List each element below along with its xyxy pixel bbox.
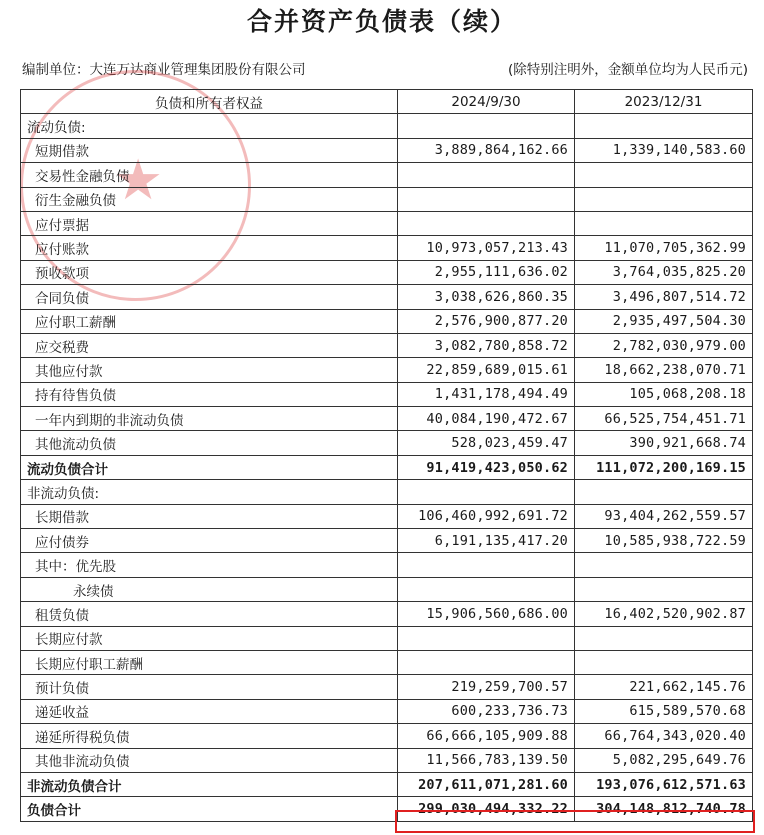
row-label: 一年内到期的非流动负债: [21, 407, 398, 431]
header-date-2024: 2024/9/30: [398, 90, 575, 114]
value-2024: [398, 163, 575, 187]
value-2023: 1,339,140,583.60: [575, 138, 753, 162]
value-2024: [398, 114, 575, 138]
value-2024: [398, 187, 575, 211]
row-label: 预收款项: [21, 260, 398, 284]
value-2024: 106,460,992,691.72: [398, 504, 575, 528]
value-2023: 2,782,030,979.00: [575, 333, 753, 357]
row-label: 衍生金融负债: [21, 187, 398, 211]
value-2023: 2,935,497,504.30: [575, 309, 753, 333]
row-label: 长期应付款: [21, 626, 398, 650]
table-row: [21, 187, 753, 211]
table-row: [21, 553, 753, 577]
value-2024: 11,566,783,139.50: [398, 748, 575, 772]
value-2023: 5,082,295,649.76: [575, 748, 753, 772]
value-2023: 304,148,812,740.78: [575, 797, 753, 821]
table-row: [21, 236, 753, 260]
value-2024: 40,084,190,472.67: [398, 407, 575, 431]
table-row: [21, 577, 753, 601]
value-2023: [575, 187, 753, 211]
table-row: [21, 504, 753, 528]
row-label: 应付票据: [21, 211, 398, 235]
value-2024: 3,889,864,162.66: [398, 138, 575, 162]
value-2024: 6,191,135,417.20: [398, 529, 575, 553]
row-label: 流动负债合计: [21, 455, 398, 479]
value-2023: 10,585,938,722.59: [575, 529, 753, 553]
table-row: [21, 797, 753, 821]
table-row: [21, 138, 753, 162]
table-row: [21, 772, 753, 796]
value-2024: 3,038,626,860.35: [398, 285, 575, 309]
company-label: 编制单位：大连万达商业管理集团股份有限公司: [22, 62, 306, 78]
row-label: 租赁负债: [21, 602, 398, 626]
value-2024: [398, 650, 575, 674]
table-row: [21, 407, 753, 431]
row-label: 其他流动负债: [21, 431, 398, 455]
table-row: [21, 480, 753, 504]
header-item: 负债和所有者权益: [21, 90, 398, 114]
row-label: 合同负债: [21, 285, 398, 309]
row-label: 其他非流动负债: [21, 748, 398, 772]
table-row: [21, 211, 753, 235]
table-row: [21, 602, 753, 626]
value-2024: 1,431,178,494.49: [398, 382, 575, 406]
value-2024: 299,030,494,332.22: [398, 797, 575, 821]
table-row: [21, 114, 753, 138]
row-label: 其中：优先股: [21, 553, 398, 577]
table-header-row: [21, 90, 753, 114]
value-2023: [575, 650, 753, 674]
value-2023: 390,921,668.74: [575, 431, 753, 455]
value-2023: 221,662,145.76: [575, 675, 753, 699]
value-2024: 15,906,560,686.00: [398, 602, 575, 626]
value-2024: 2,576,900,877.20: [398, 309, 575, 333]
value-2023: 66,525,754,451.71: [575, 407, 753, 431]
value-2023: 18,662,238,070.71: [575, 358, 753, 382]
value-2024: 22,859,689,015.61: [398, 358, 575, 382]
row-label: 非流动负债:: [21, 480, 398, 504]
value-2024: 3,082,780,858.72: [398, 333, 575, 357]
row-label: 非流动负债合计: [21, 772, 398, 796]
value-2023: [575, 211, 753, 235]
value-2024: 600,233,736.73: [398, 699, 575, 723]
row-label: 递延所得税负债: [21, 724, 398, 748]
table-row: [21, 285, 753, 309]
table-row: [21, 309, 753, 333]
table-row: [21, 260, 753, 284]
value-2024: 207,611,071,281.60: [398, 772, 575, 796]
value-2023: 615,589,570.68: [575, 699, 753, 723]
value-2024: [398, 480, 575, 504]
value-2024: [398, 626, 575, 650]
row-label: 应交税费: [21, 333, 398, 357]
value-2023: 93,404,262,559.57: [575, 504, 753, 528]
row-label: 交易性金融负债: [21, 163, 398, 187]
value-2024: 2,955,111,636.02: [398, 260, 575, 284]
value-2024: [398, 577, 575, 601]
value-2023: 3,764,035,825.20: [575, 260, 753, 284]
row-label: 应付账款: [21, 236, 398, 260]
value-2023: 105,068,208.18: [575, 382, 753, 406]
table-row: [21, 333, 753, 357]
row-label: 其他应付款: [21, 358, 398, 382]
value-2023: [575, 114, 753, 138]
table-row: [21, 675, 753, 699]
table-row: [21, 699, 753, 723]
header-date-2023: 2023/12/31: [575, 90, 753, 114]
seal-star-icon: ★: [113, 148, 164, 213]
value-2023: 66,764,343,020.40: [575, 724, 753, 748]
table-row: [21, 626, 753, 650]
value-2023: [575, 577, 753, 601]
row-label: 应付债券: [21, 529, 398, 553]
unit-note: (除特别注明外，金额单位均为人民币元): [507, 62, 748, 78]
table-row: [21, 748, 753, 772]
value-2023: 16,402,520,902.87: [575, 602, 753, 626]
balance-sheet-table: [20, 89, 753, 822]
table-row: [21, 358, 753, 382]
table-row: [21, 455, 753, 479]
row-label: 长期借款: [21, 504, 398, 528]
row-label: 递延收益: [21, 699, 398, 723]
value-2024: 528,023,459.47: [398, 431, 575, 455]
value-2023: 3,496,807,514.72: [575, 285, 753, 309]
table-row: [21, 382, 753, 406]
row-label: 应付职工薪酬: [21, 309, 398, 333]
value-2023: [575, 163, 753, 187]
value-2024: 66,666,105,909.88: [398, 724, 575, 748]
table-row: [21, 724, 753, 748]
value-2023: [575, 626, 753, 650]
value-2023: [575, 480, 753, 504]
table-row: [21, 431, 753, 455]
value-2024: [398, 553, 575, 577]
value-2024: 10,973,057,213.43: [398, 236, 575, 260]
value-2024: [398, 211, 575, 235]
row-label: 流动负债:: [21, 114, 398, 138]
value-2023: 111,072,200,169.15: [575, 455, 753, 479]
table-row: [21, 650, 753, 674]
row-label: 预计负债: [21, 675, 398, 699]
value-2023: 11,070,705,362.99: [575, 236, 753, 260]
page-title: 合并资产负债表（续）: [246, 7, 517, 36]
row-label: 永续债: [21, 577, 398, 601]
row-label: 持有待售负债: [21, 382, 398, 406]
row-label: 长期应付职工薪酬: [21, 650, 398, 674]
table-row: [21, 163, 753, 187]
table-row: [21, 529, 753, 553]
value-2023: [575, 553, 753, 577]
row-label: 负债合计: [21, 797, 398, 821]
row-label: 短期借款: [21, 138, 398, 162]
value-2023: 193,076,612,571.63: [575, 772, 753, 796]
value-2024: 219,259,700.57: [398, 675, 575, 699]
value-2024: 91,419,423,050.62: [398, 455, 575, 479]
